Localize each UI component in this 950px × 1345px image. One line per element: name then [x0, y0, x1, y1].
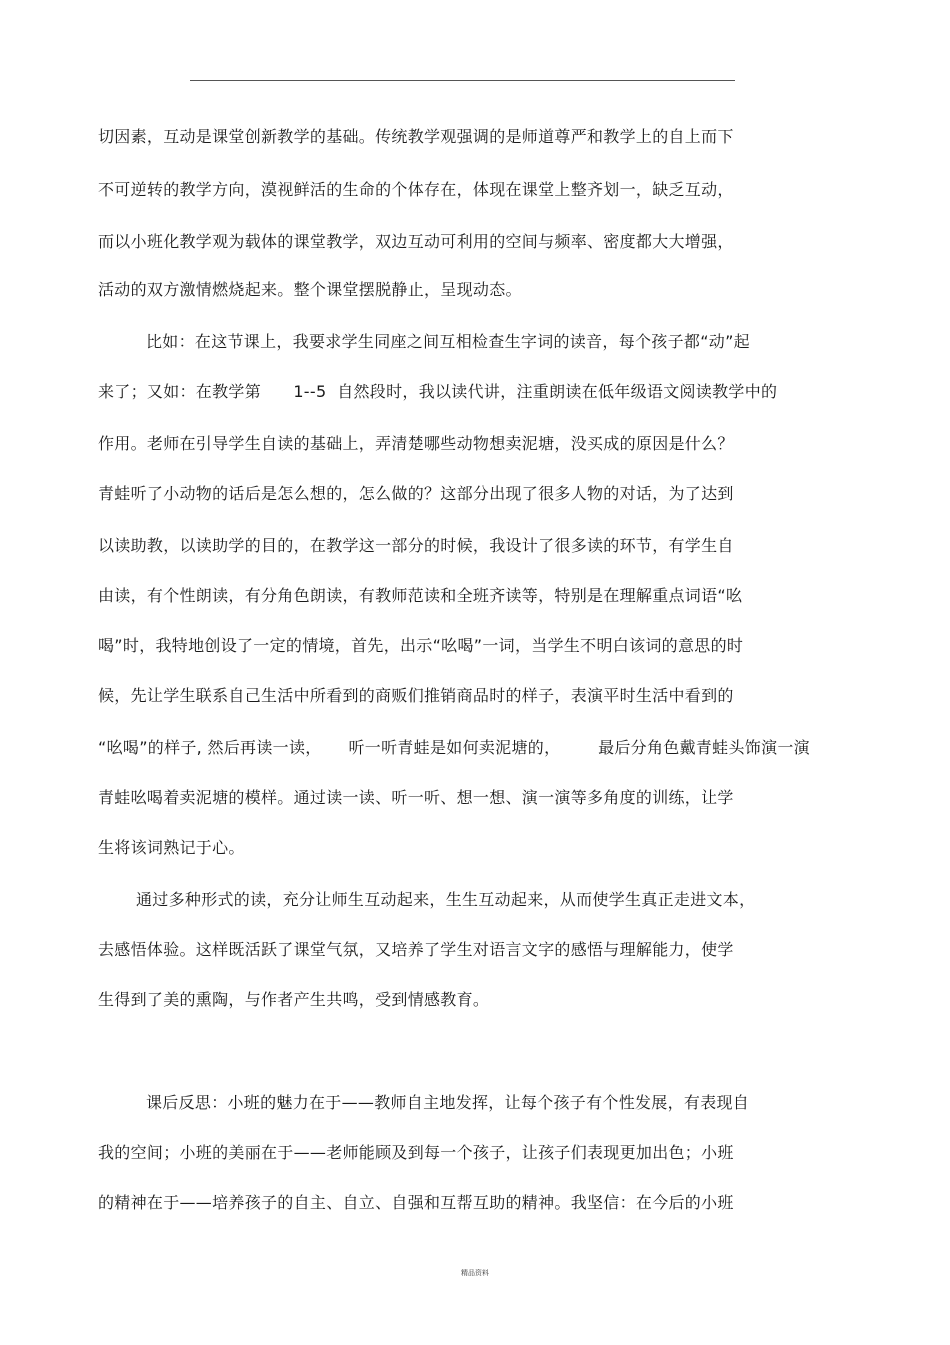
text-line: 由读，有个性朗读，有分角色朗读，有教师范读和全班齐读等，特别是在理解重点词语“吆 — [98, 586, 743, 605]
text-line: 候，先让学生联系自己生活中所看到的商贩们推销商品时的样子，表演平时生活中看到的 — [98, 686, 734, 705]
text-line: 以读助教，以读助学的目的，在教学这一部分的时候，我设计了很多读的环节，有学生自 — [98, 536, 734, 555]
text-line: 我的空间；小班的美丽在于——老师能顾及到每一个孩子，让孩子们表现更加出色；小班 — [98, 1143, 734, 1162]
page-footer: 精品资料 — [461, 1269, 489, 1277]
text-line: 生得到了美的熏陶，与作者产生共鸣，受到情感教育。 — [98, 990, 490, 1009]
text-line: 课后反思：小班的魅力在于——教师自主地发挥，让每个孩子有个性发展，有表现自 — [146, 1093, 750, 1112]
text-line: 通过多种形式的读，充分让师生互动起来，生生互动起来，从而使学生真正走进文本， — [136, 890, 756, 909]
text-line: 来了；又如：在教学第 1--5 自然段时，我以读代讲，注重朗读在低年级语文阅读教学中的 — [98, 382, 778, 401]
text-line: 活动的双方激情燃烧起来。整个课堂摆脱静止，呈现动态。 — [98, 280, 522, 299]
text-line: 的精神在于——培养孩子的自主、自立、自强和互帮互助的精神。我坚信：在今后的小班 — [98, 1193, 734, 1212]
text-line: 比如：在这节课上，我要求学生同座之间互相检查生字词的读音，每个孩子都“动”起 — [146, 332, 750, 351]
text-line: 作用。老师在引导学生自读的基础上，弄清楚哪些动物想卖泥塘，没买成的原因是什么？ — [98, 434, 734, 453]
text-line: 生将该词熟记于心。 — [98, 838, 245, 857]
text-line: 不可逆转的教学方向，漠视鲜活的生命的个体存在，体现在课堂上整齐划一，缺乏互动， — [98, 180, 734, 199]
text-line: “吆喝”的样子, 然后再读一读， 听一听青蛙是如何卖泥塘的， 最后分角色戴青蛙头饰演一演 — [98, 738, 810, 757]
text-line: 去感悟体验。这样既活跃了课堂气氛，又培养了学生对语言文字的感悟与理解能力，使学 — [98, 940, 734, 959]
text-line: 切因素，互动是课堂创新教学的基础。传统教学观强调的是师道尊严和教学上的自上而下 — [98, 127, 734, 146]
text-line: 喝”时，我特地创设了一定的情境，首先，出示“吆喝”一词，当学生不明白该词的意思的时 — [98, 636, 744, 655]
text-line: 青蛙听了小动物的话后是怎么想的，怎么做的？这部分出现了很多人物的对话，为了达到 — [98, 484, 734, 503]
header-rule — [190, 80, 735, 81]
text-line: 青蛙吆喝着卖泥塘的模样。通过读一读、听一听、想一想、演一演等多角度的训练，让学 — [98, 788, 734, 807]
text-line: 而以小班化教学观为载体的课堂教学，双边互动可利用的空间与频率、密度都大大增强， — [98, 232, 734, 251]
